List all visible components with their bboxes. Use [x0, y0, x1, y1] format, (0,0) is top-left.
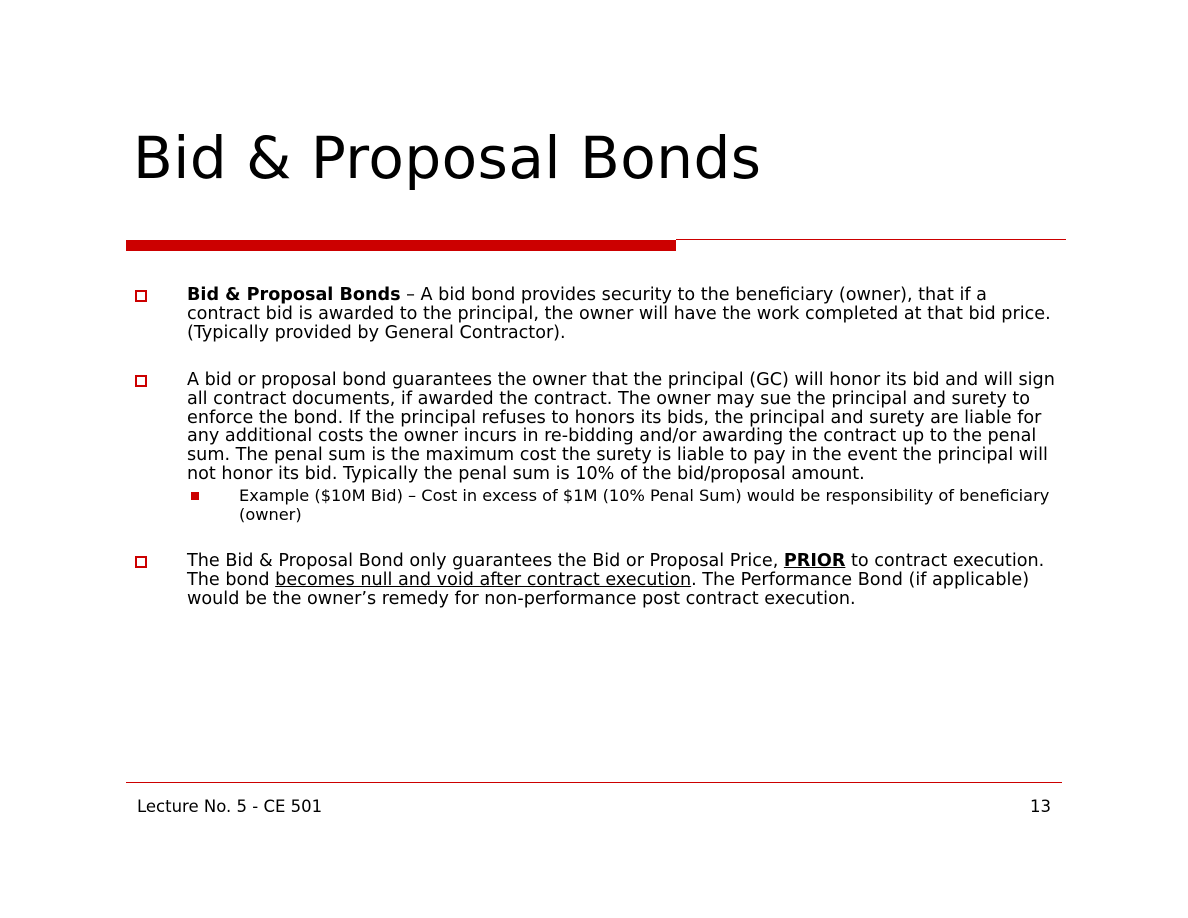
bullet-text: – A bid bond provides security to the beneficiary (owner), that if a contract bid is awarded to the principal, the owner will have the work completed at that bid price. (Typically provided by General Contractor).: [187, 285, 1051, 343]
title-divider-thin: [676, 239, 1066, 240]
bullet-text: A bid or proposal bond guarantees the owner that the principal (GC) will honor its bid and will sign all contract documents, if awarded the contract. The owner may sue the principal and surety to enforce the bond. If the principal refuses to honors its bids, the principal and surety are liable for any additional costs the owner incurs in re-bidding and/or awarding the contract up to the penal sum. The penal sum is the maximum cost the surety is liable to pay in the event the principal will not honor its bid. Typically the penal sum is 10% of the bid/proposal amount.: [187, 369, 1055, 485]
bullet-text-before: The Bid & Proposal Bond only guarantees the Bid or Proposal Price,: [187, 551, 784, 572]
page-number: 13: [1030, 797, 1051, 816]
sub-bullet-item-example: [187, 487, 1058, 524]
hollow-square-icon: [135, 375, 147, 387]
bullet-underlined-phrase: becomes null and void after contract execution: [275, 570, 692, 591]
hollow-square-icon: [135, 290, 147, 302]
footer-divider: [126, 782, 1062, 783]
filled-square-icon: [191, 492, 199, 500]
title-divider-thick: [126, 240, 676, 251]
footer-lecture-label: Lecture No. 5 - CE 501: [137, 797, 323, 816]
bullet-bold-lead: Bid & Proposal Bonds: [187, 285, 401, 305]
sub-bullet-list: [187, 487, 1058, 524]
bullet-item-bond-guarantee: [133, 371, 1058, 524]
hollow-square-icon: [135, 556, 147, 568]
slide-title: Bid & Proposal Bonds: [133, 124, 762, 192]
bullet-text-after: . The Performance Bond (if applicable) would be the owner’s remedy for non-performance post contract execution.: [187, 570, 1030, 609]
bullet-item-prior-execution: [133, 552, 1058, 609]
bullet-list: [133, 286, 1058, 637]
sub-bullet-text: Example ($10M Bid) – Cost in excess of $1M (10% Penal Sum) would be responsibility of beneficiary (owner): [239, 486, 1050, 524]
bullet-emphasis-prior: PRIOR: [783, 551, 846, 572]
bullet-item-bid-bond-definition: [133, 286, 1058, 343]
bullet-text-middle: to contract execution. The bond: [187, 551, 1045, 591]
